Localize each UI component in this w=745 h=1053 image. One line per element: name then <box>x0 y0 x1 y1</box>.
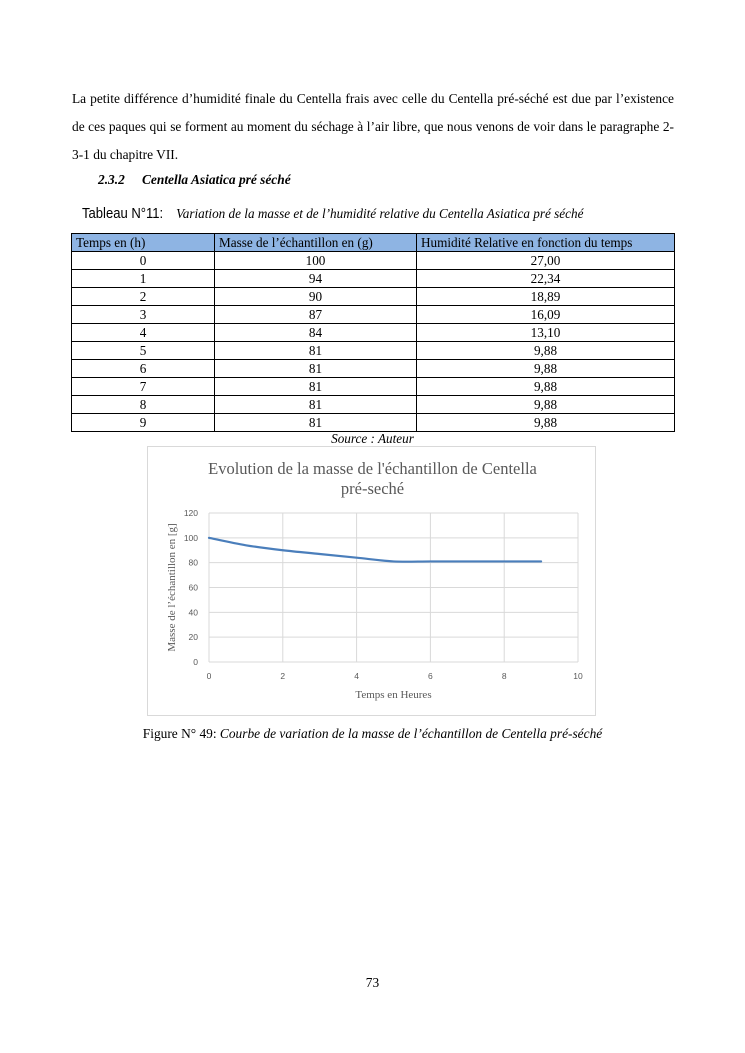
table-caption <box>82 206 583 222</box>
line-chart <box>148 447 597 717</box>
header-mass: Masse de l’échantillon en (g) <box>215 234 417 252</box>
y-tick-label: 20 <box>188 632 198 643</box>
cell-mass: 90 <box>215 288 417 306</box>
x-tick-label: 0 <box>206 671 212 681</box>
cell-time: 4 <box>72 324 215 342</box>
cell-mass: 84 <box>215 324 417 342</box>
cell-mass: 81 <box>215 360 417 378</box>
cell-humidity: 9,88 <box>417 360 675 378</box>
cell-humidity: 9,88 <box>417 378 675 396</box>
section-heading <box>98 172 291 188</box>
series-line-masse <box>209 538 541 562</box>
cell-time: 8 <box>72 396 215 414</box>
cell-humidity: 9,88 <box>417 414 675 432</box>
table-row <box>72 288 675 306</box>
cell-time: 6 <box>72 360 215 378</box>
table-row <box>72 378 675 396</box>
figure-caption <box>0 726 745 742</box>
x-tick-label: 8 <box>501 671 507 681</box>
table-header-row <box>72 234 675 252</box>
cell-time: 5 <box>72 342 215 360</box>
x-tick-label: 6 <box>428 671 433 681</box>
x-tick-label: 2 <box>280 671 286 681</box>
header-humidity: Humidité Relative en fonction du temps <box>417 234 675 252</box>
x-tick-label: 4 <box>354 671 359 681</box>
y-tick-label: 120 <box>183 508 198 518</box>
table-caption-title: Variation de la masse et de l’humidité relative du Centella Asiatica pré séché <box>176 206 584 221</box>
cell-mass: 81 <box>215 378 417 396</box>
cell-humidity: 9,88 <box>417 342 675 360</box>
cell-humidity: 16,09 <box>417 306 675 324</box>
table-row <box>72 414 675 432</box>
cell-time: 3 <box>72 306 215 324</box>
table-row <box>72 360 675 378</box>
cell-mass: 81 <box>215 396 417 414</box>
y-tick-label: 80 <box>188 557 198 568</box>
figure-caption-label: Figure N° 49: <box>142 726 220 741</box>
chart-title-line1: Evolution de la masse de l'échantillon de Centella <box>208 459 537 478</box>
cell-humidity: 27,00 <box>417 252 675 270</box>
cell-mass: 87 <box>215 306 417 324</box>
section-title: Centella Asiatica pré séché <box>142 172 291 187</box>
table-row <box>72 324 675 342</box>
cell-humidity: 22,34 <box>417 270 675 288</box>
table-row <box>72 396 675 414</box>
cell-mass: 81 <box>215 414 417 432</box>
table-row <box>72 342 675 360</box>
y-axis-label: Masse de l’échantillon en [g] <box>166 523 178 652</box>
chart-container <box>147 446 596 716</box>
y-tick-label: 60 <box>188 582 198 593</box>
cell-mass: 94 <box>215 270 417 288</box>
table-row <box>72 252 675 270</box>
table-row <box>72 306 675 324</box>
cell-mass: 81 <box>215 342 417 360</box>
y-tick-label: 0 <box>193 657 198 667</box>
cell-time: 9 <box>72 414 215 432</box>
cell-time: 1 <box>72 270 215 288</box>
table-row <box>72 270 675 288</box>
cell-time: 0 <box>72 252 215 270</box>
cell-humidity: 9,88 <box>417 396 675 414</box>
cell-humidity: 18,89 <box>417 288 675 306</box>
data-table <box>71 233 675 432</box>
table-caption-label: Tableau N°11: <box>82 206 164 222</box>
x-tick-label: 10 <box>573 671 583 681</box>
header-time: Temps en (h) <box>72 234 215 252</box>
intro-paragraph: La petite différence d’humidité finale du Centella frais avec celle du Centella pré-séché est due par l’existence de ces paques qui se forment au moment du séchage à l’air libre, que nous venons de voir dans le paragraphe 2-3-1 du chapitre VII. <box>72 91 674 162</box>
cell-time: 7 <box>72 378 215 396</box>
y-tick-label: 100 <box>183 532 198 543</box>
cell-time: 2 <box>72 288 215 306</box>
figure-caption-title: Courbe de variation de la masse de l’échantillon de Centella pré-séché <box>219 726 603 741</box>
page-number: 73 <box>365 975 380 990</box>
cell-mass: 100 <box>215 252 417 270</box>
table-source: Source : Auteur <box>331 431 414 446</box>
section-number: 2.3.2 <box>98 172 125 187</box>
y-tick-label: 40 <box>188 607 198 618</box>
x-axis-label: Temps en Heures <box>355 689 432 701</box>
cell-humidity: 13,10 <box>417 324 675 342</box>
chart-title-line2: pré-seché <box>340 479 405 498</box>
